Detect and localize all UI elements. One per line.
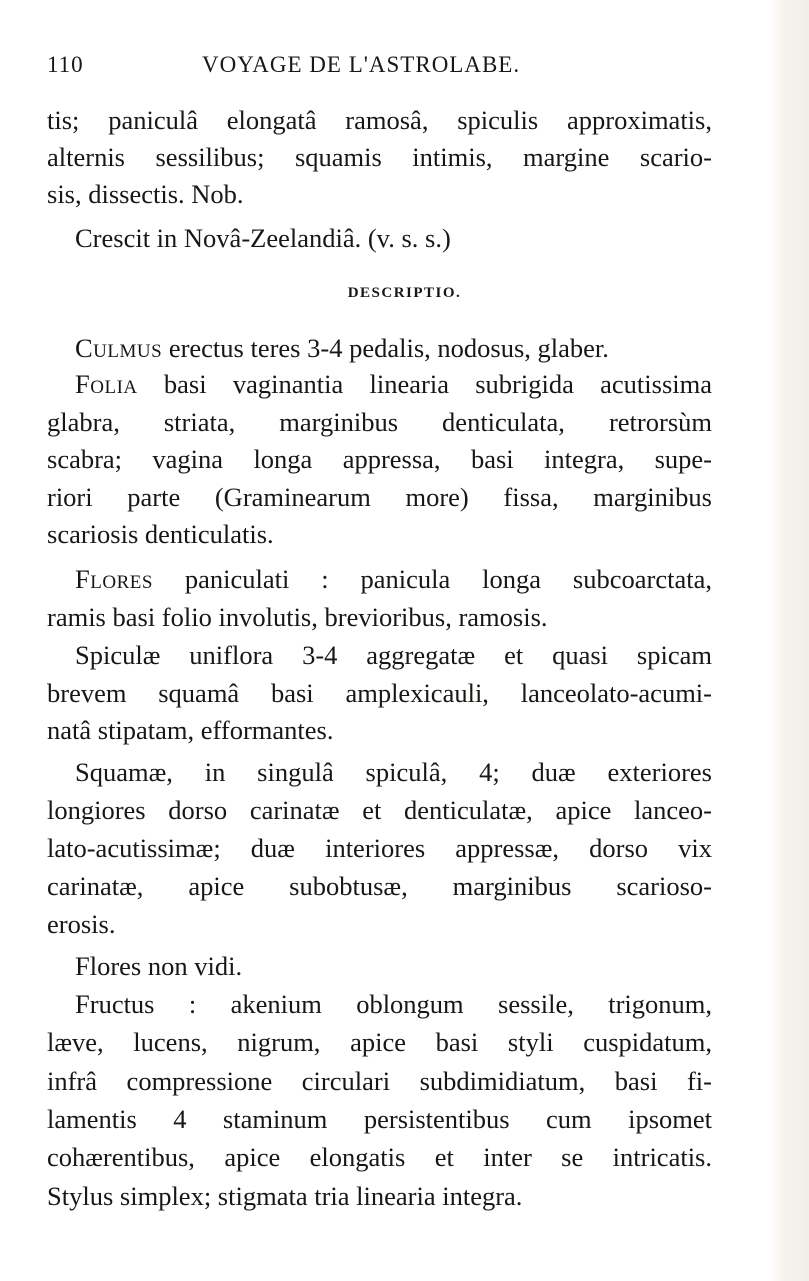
line-text: erectus teres 3-4 pedalis, nodosus, glaber. bbox=[162, 333, 609, 363]
line-text: Spiculæ uniflora 3-4 aggregatæ et quasi spicam bbox=[75, 640, 712, 670]
line-text: cohærentibus, apice elongatis et inter se intricatis. bbox=[47, 1142, 712, 1173]
page-edge-shadow bbox=[769, 0, 809, 1281]
text-line bbox=[75, 332, 712, 364]
line-text: infrâ compressione circulari subdimidiatum, basi fi- bbox=[47, 1065, 712, 1096]
text-line bbox=[47, 1180, 712, 1212]
line-text: Fructus : akenium oblongum sessile, trigonum, bbox=[75, 989, 712, 1019]
lead-term: Folia bbox=[75, 369, 138, 399]
line-text: longiores dorso carinatæ et denticulatæ, apice lanceo- bbox=[47, 795, 712, 825]
text-line bbox=[47, 714, 712, 746]
text-line bbox=[47, 443, 712, 475]
line-text: brevem squamâ basi amplexicauli, lanceolato-acumi- bbox=[47, 677, 712, 708]
line-text: erosis. bbox=[47, 909, 116, 939]
line-text: Stylus simplex; stigmata tria linearia integra. bbox=[47, 1180, 523, 1211]
text-line bbox=[47, 406, 712, 438]
text-line bbox=[47, 104, 712, 136]
running-title: VOYAGE DE L'ASTROLABE. bbox=[202, 52, 521, 77]
text-line bbox=[47, 1065, 712, 1097]
text-line bbox=[47, 1026, 712, 1058]
lead-term: Flores bbox=[75, 564, 153, 594]
line-text: natâ stipatam, efformantes. bbox=[47, 715, 334, 745]
text-line bbox=[75, 639, 712, 671]
line-text: sis, dissectis. Nob. bbox=[47, 179, 244, 209]
lead-term: Culmus bbox=[75, 333, 163, 363]
line-text: lato-acutissimæ; duæ interiores appressæ, dorso vix bbox=[47, 833, 712, 863]
text-line bbox=[47, 518, 712, 550]
line-text: Squamæ, in singulâ spiculâ, 4; duæ exteriores bbox=[75, 757, 712, 787]
text-line bbox=[75, 988, 712, 1020]
line-text: riori parte (Graminearum more) fissa, marginibus bbox=[47, 481, 712, 512]
text-line bbox=[47, 908, 712, 940]
text-line bbox=[47, 601, 712, 633]
text-line bbox=[75, 950, 712, 982]
line-text: lamentis 4 staminum persistentibus cum ipsomet bbox=[47, 1103, 712, 1134]
page-number: 110 bbox=[47, 52, 84, 77]
line-text: tis; paniculâ elongatâ ramosâ, spiculis approximatis, bbox=[47, 105, 712, 135]
text-line bbox=[47, 481, 712, 513]
text-line bbox=[47, 178, 712, 210]
text-line bbox=[75, 368, 712, 400]
text-line bbox=[47, 1103, 712, 1135]
text-line bbox=[47, 832, 712, 864]
text-line bbox=[47, 1141, 712, 1173]
line-text: Crescit in Novâ-Zeelandiâ. (v. s. s.) bbox=[75, 223, 451, 253]
line-text: læve, lucens, nigrum, apice basi styli cuspidatum, bbox=[47, 1027, 712, 1058]
section-heading: DESCRIPTIO. bbox=[347, 285, 462, 301]
line-text: scabra; vagina longa appressa, basi integra, supe- bbox=[47, 444, 712, 474]
text-line bbox=[47, 677, 712, 709]
text-line bbox=[47, 794, 712, 826]
line-text: carinatæ, apice subobtusæ, marginibus scarioso- bbox=[47, 871, 712, 901]
line-text: basi vaginantia linearia subrigida acutissima bbox=[137, 369, 712, 399]
line-text: scariosis denticulatis. bbox=[47, 519, 274, 549]
text-line bbox=[75, 222, 712, 254]
text-line bbox=[75, 756, 712, 788]
line-text: paniculati : panicula longa subcoarctata, bbox=[152, 564, 712, 594]
line-text: ramis basi folio involutis, brevioribus, ramosis. bbox=[47, 601, 548, 632]
text-line bbox=[47, 141, 712, 173]
line-text: alternis sessilibus; squamis intimis, margine scario- bbox=[47, 142, 712, 172]
text-line bbox=[75, 563, 712, 595]
line-text: Flores non vidi. bbox=[75, 951, 243, 981]
line-text: glabra, striata, marginibus denticulata, retrorsùm bbox=[47, 406, 712, 437]
text-line bbox=[47, 870, 712, 902]
